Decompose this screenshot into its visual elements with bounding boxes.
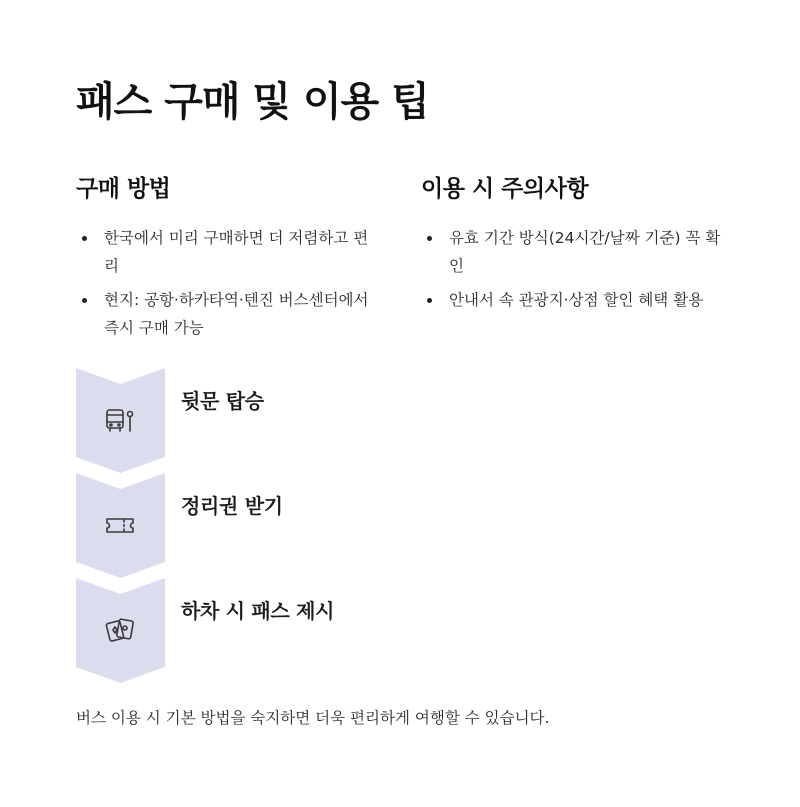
list-item: 한국에서 미리 구매하면 더 저렴하고 편리	[76, 224, 376, 280]
purchase-heading: 구매 방법	[76, 176, 171, 202]
step-board	[76, 368, 476, 473]
ticket-icon	[104, 509, 136, 541]
usage-section	[421, 172, 731, 320]
step-chevron	[76, 368, 165, 473]
step-ticket	[76, 473, 476, 578]
step-label: 하차 시 패스 제시	[181, 599, 335, 623]
step-show-pass	[76, 578, 476, 683]
footer-note: 버스 이용 시 기본 방법을 숙지하면 더욱 편리하게 여행할 수 있습니다.	[76, 709, 550, 727]
list-item: 현지: 공항·하카타역·텐진 버스센터에서 즉시 구매 가능	[76, 286, 376, 342]
usage-heading: 이용 시 주의사항	[421, 176, 589, 202]
step-label: 정리권 받기	[181, 494, 283, 518]
pass-card-icon	[104, 614, 136, 646]
usage-list	[421, 224, 731, 314]
purchase-section	[76, 172, 376, 348]
bus-stop-icon	[104, 404, 136, 436]
step-chevron	[76, 473, 165, 578]
list-item: 안내서 속 관광지·상점 할인 혜택 활용	[421, 286, 731, 314]
purchase-list	[76, 224, 376, 342]
step-label: 뒷문 탑승	[181, 389, 264, 413]
list-item: 유효 기간 방식(24시간/날짜 기준) 꼭 확인	[421, 224, 731, 280]
step-chevron	[76, 578, 165, 683]
page-title: 패스 구매 및 이용 팁	[76, 79, 429, 125]
